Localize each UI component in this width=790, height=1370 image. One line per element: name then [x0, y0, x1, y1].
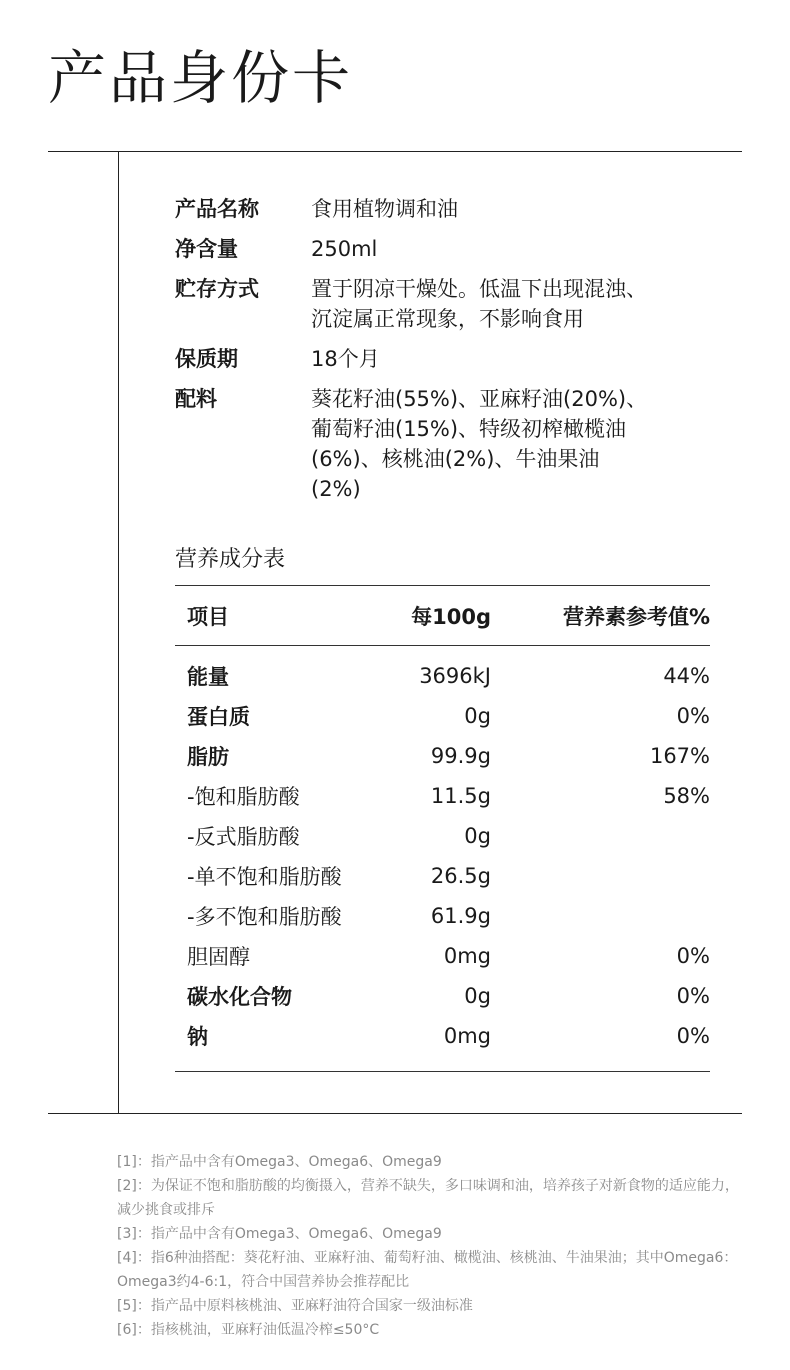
info-value: 食用植物调和油	[311, 197, 458, 221]
row-item: -饱和脂肪酸	[187, 785, 300, 809]
product-info	[175, 194, 715, 514]
table-row	[175, 936, 710, 976]
row-item: 脂肪	[187, 745, 229, 769]
table-row	[175, 976, 710, 1016]
row-nrv: 0%	[676, 944, 710, 968]
row-per-100g: 0g	[464, 824, 491, 848]
frame-left-divider	[118, 151, 119, 1114]
footnotes	[117, 1150, 742, 1342]
footnote: [5]：指产品中原料核桃油、亚麻籽油符合国家一级油标准	[117, 1298, 473, 1314]
row-item: -多不饱和脂肪酸	[187, 905, 342, 929]
info-value: 18个月	[311, 347, 380, 371]
row-per-100g: 11.5g	[430, 784, 491, 808]
header-per-100g: 每100g	[411, 604, 491, 629]
footnote: [4]：指6种油搭配：葵花籽油、亚麻籽油、葡萄籽油、橄榄油、核桃油、牛油果油；其中Omega6：Omega3约4-6:1，符合中国营养协会推荐配比	[117, 1250, 738, 1290]
info-label: 配料	[175, 387, 217, 411]
table-row	[175, 656, 710, 696]
row-item: 胆固醇	[187, 945, 250, 969]
row-nrv: 0%	[676, 984, 710, 1008]
footnote: [2]：为保证不饱和脂肪酸的均衡摄入，营养不缺失，多口味调和油，培养孩子对新食物的适应能力，减少挑食或排斥	[117, 1178, 739, 1218]
info-label: 贮存方式	[175, 277, 259, 301]
row-per-100g: 26.5g	[430, 864, 491, 888]
row-per-100g: 0mg	[443, 1024, 491, 1048]
row-per-100g: 99.9g	[430, 744, 491, 768]
row-per-100g: 61.9g	[430, 904, 491, 928]
footnote: [1]：指产品中含有Omega3、Omega6、Omega9	[117, 1154, 442, 1170]
table-bottom-rule	[175, 1071, 710, 1072]
info-row	[175, 344, 715, 374]
row-nrv: 58%	[663, 784, 710, 808]
table-header-row	[175, 586, 710, 645]
table-row	[175, 816, 710, 856]
info-label: 净含量	[175, 237, 238, 261]
info-value: 置于阴凉干燥处。低温下出现混浊、 沉淀属正常现象，不影响食用	[311, 277, 647, 331]
table-row	[175, 776, 710, 816]
row-per-100g: 0g	[464, 984, 491, 1008]
frame-bottom-divider	[48, 1113, 742, 1114]
row-nrv: 167%	[649, 744, 710, 768]
table-row	[175, 736, 710, 776]
table-row	[175, 856, 710, 896]
info-row	[175, 194, 715, 224]
page-title: 产品身份卡	[48, 44, 354, 112]
table-row	[175, 896, 710, 936]
row-per-100g: 0mg	[443, 944, 491, 968]
row-per-100g: 3696kJ	[419, 664, 491, 688]
footnote: [6]：指核桃油，亚麻籽油低温冷榨≤50°C	[117, 1322, 380, 1338]
frame-top-divider	[48, 151, 742, 152]
row-nrv: 0%	[676, 704, 710, 728]
table-row	[175, 1016, 710, 1056]
row-item: 钠	[187, 1025, 208, 1049]
header-item: 项目	[187, 604, 229, 629]
info-row	[175, 234, 715, 264]
row-item: 能量	[187, 665, 229, 689]
row-item: -单不饱和脂肪酸	[187, 865, 342, 889]
row-nrv: 44%	[663, 664, 710, 688]
info-value: 葵花籽油(55%)、亚麻籽油(20%)、 葡萄籽油(15%)、特级初榨橄榄油 (6%)、核桃油(2%)、牛油果油 (2%)	[311, 387, 648, 501]
info-row	[175, 384, 715, 504]
footnote: [3]：指产品中含有Omega3、Omega6、Omega9	[117, 1226, 442, 1242]
nutrition-table-title: 营养成分表	[175, 547, 286, 572]
row-nrv: 0%	[676, 1024, 710, 1048]
info-label: 保质期	[175, 347, 238, 371]
row-per-100g: 0g	[464, 704, 491, 728]
nutrition-table	[175, 585, 710, 1072]
info-label: 产品名称	[175, 197, 259, 221]
header-nrv: 营养素参考值%	[562, 604, 710, 629]
row-item: 碳水化合物	[187, 985, 292, 1009]
row-item: 蛋白质	[187, 705, 250, 729]
row-item: -反式脂肪酸	[187, 825, 300, 849]
table-body	[175, 646, 710, 1071]
table-row	[175, 696, 710, 736]
info-value: 250ml	[311, 237, 378, 261]
info-row	[175, 274, 715, 334]
